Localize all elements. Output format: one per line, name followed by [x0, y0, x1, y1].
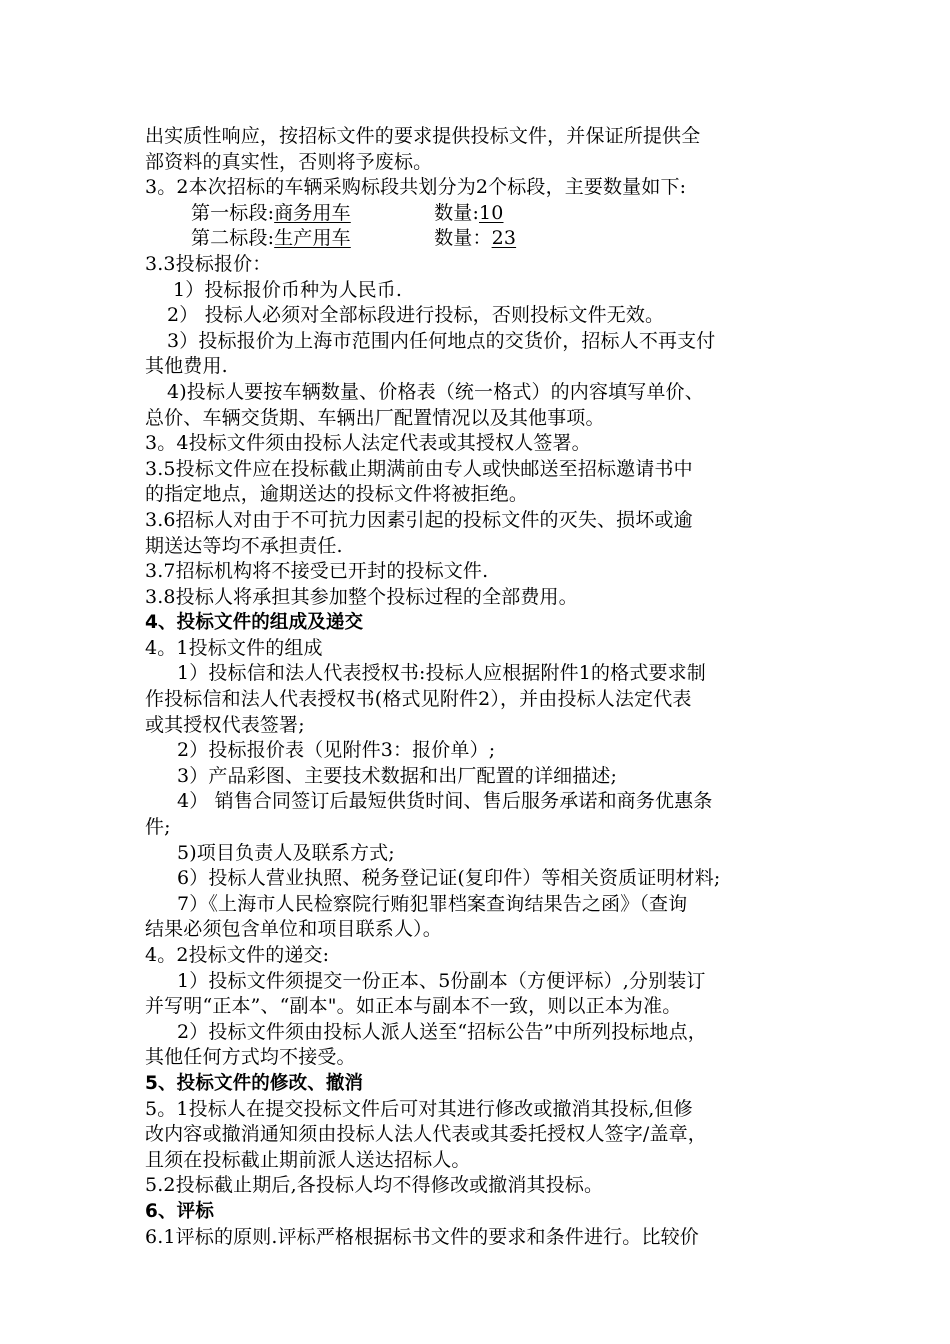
- text-line: 部资料的真实性，否则将予废标。: [145, 150, 433, 173]
- text-line: 3.6招标人对由于不可抗力因素引起的投标文件的灭失、损坏或逾: [145, 508, 693, 531]
- text-line: 3.3投标报价：: [145, 252, 272, 275]
- text-line: 作投标信和法人代表授权书(格式见附件2），并由投标人法定代表: [145, 688, 692, 711]
- lot-label: 第二标段:: [191, 227, 275, 250]
- text-line: 6.1评标的原则.评标严格根据标书文件的要求和条件进行。比较价: [145, 1225, 699, 1248]
- lot-line: [145, 201, 825, 227]
- text-line: 6）投标人营业执照、税务登记证(复印件）等相关资质证明材料;: [177, 867, 721, 890]
- lot-name: 商务用车: [274, 201, 351, 224]
- text-line: 5。1投标人在提交投标文件后可对其进行修改或撤消其投标,但修: [145, 1097, 693, 1120]
- text-line: 2） 投标人必须对全部标段进行投标，否则投标文件无效。: [167, 304, 665, 327]
- text-line: 5)项目负责人及联系方式;: [177, 841, 395, 864]
- text-line: 或其授权代表签署;: [145, 713, 305, 736]
- quantity-label: 数量:: [434, 201, 480, 224]
- quantity-value: 10: [479, 201, 504, 224]
- text-line: 3）投标报价为上海市范围内任何地点的交货价，招标人不再支付: [167, 329, 716, 352]
- lot-label: 第一标段:: [191, 201, 275, 224]
- text-line: 3.7招标机构将不接受已开封的投标文件.: [145, 560, 489, 583]
- text-line: 并写明“正本”、“副本"。如正本与副本不一致，则以正本为准。: [145, 995, 682, 1018]
- document-body: [145, 124, 825, 1250]
- text-line: 4。2投标文件的递交:: [145, 944, 330, 966]
- section-heading: 5、投标文件的修改、撤消: [145, 1072, 364, 1094]
- text-line: 总价、车辆交货期、车辆出厂配置情况以及其他事项。: [145, 406, 605, 429]
- text-line: 4） 销售合同签订后最短供货时间、售后服务承诺和商务优惠条: [177, 790, 713, 813]
- text-line: 2）投标文件须由投标人派人送至“招标公告”中所列投标地点，: [177, 1020, 707, 1043]
- text-line: 5.2投标截止期后,各投标人均不得修改或撤消其投标。: [145, 1174, 604, 1197]
- text-line: 其他费用.: [145, 355, 228, 378]
- text-line: 3。4投标文件须由投标人法定代表或其授权人签署。: [145, 432, 591, 455]
- text-line: 3.5投标文件应在投标截止期满前由专人或快邮送至招标邀请书中: [145, 457, 693, 480]
- lot-line: [145, 226, 825, 252]
- section-heading: 6、评标: [145, 1200, 214, 1222]
- text-line: 结果必须包含单位和项目联系人）。: [145, 918, 442, 941]
- text-line: 件;: [145, 816, 171, 839]
- text-line: 3。2本次招标的车辆采购标段共划分为2个标段，主要数量如下:: [145, 176, 687, 199]
- text-line: 4。1投标文件的组成: [145, 636, 323, 659]
- text-line: 2）投标报价表（见附件3：报价单）;: [177, 739, 496, 762]
- lot-name: 生产用车: [274, 227, 351, 250]
- text-line: 且须在投标截止期前派人送达招标人。: [145, 1148, 471, 1171]
- quantity-label: 数量：: [434, 227, 492, 250]
- text-line: 改内容或撤消通知须由投标人法人代表或其委托授权人签字/盖章，: [145, 1123, 707, 1146]
- text-line: 的指定地点，逾期送达的投标文件将被拒绝。: [145, 483, 529, 506]
- text-line: 期送达等均不承担责任.: [145, 534, 343, 557]
- text-line: 1）投标文件须提交一份正本、5份副本（方便评标）,分别装订: [177, 969, 706, 992]
- quantity-value: 23: [491, 227, 517, 250]
- text-line: 4)投标人要按车辆数量、价格表（统一格式）的内容填写单价、: [167, 380, 704, 403]
- text-line: 1）投标报价币种为人民币.: [173, 278, 403, 301]
- text-line: 7）《上海市人民检察院行贿犯罪档案查询结果告之函》（查询: [177, 892, 688, 915]
- text-line: 出实质性响应，按招标文件的要求提供投标文件，并保证所提供全: [145, 125, 701, 147]
- section-heading: 4、投标文件的组成及递交: [145, 612, 364, 634]
- text-line: 1）投标信和法人代表授权书:投标人应根据附件1的格式要求制: [177, 662, 706, 685]
- text-line: 3）产品彩图、主要技术数据和出厂配置的详细描述;: [177, 764, 618, 787]
- text-line: 其他任何方式均不接受。: [145, 1046, 356, 1069]
- text-line: 3.8投标人将承担其参加整个投标过程的全部费用。: [145, 585, 578, 608]
